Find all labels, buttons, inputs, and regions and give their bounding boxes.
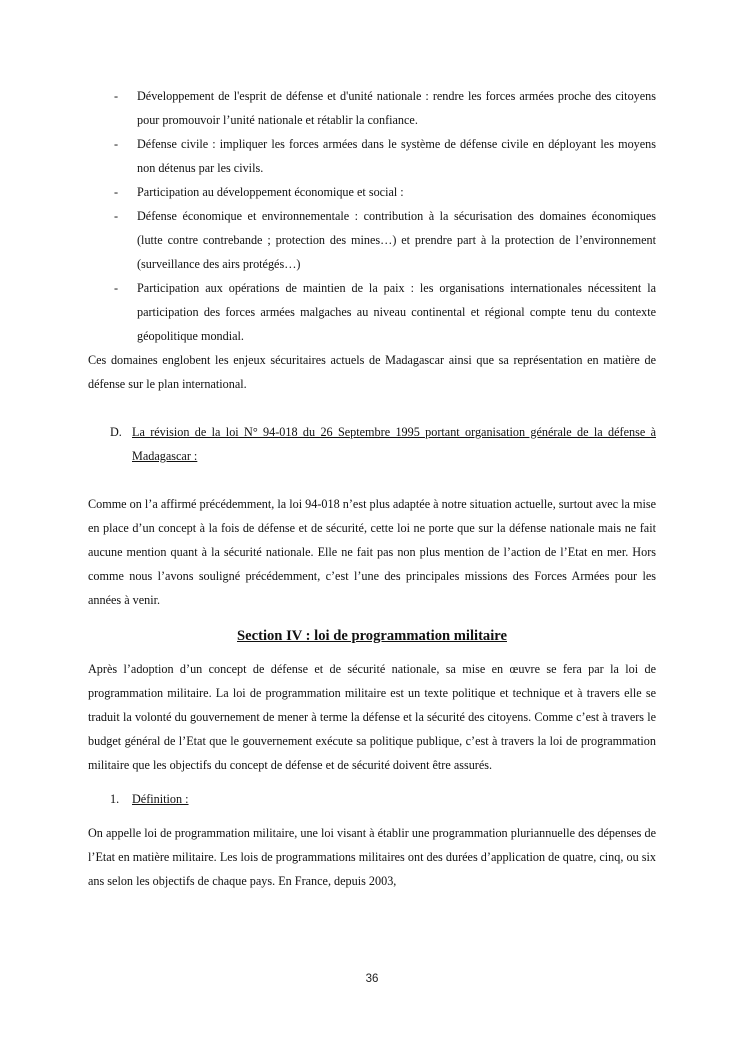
subsection-heading-d	[88, 420, 656, 468]
bullet-text: Participation aux opérations de maintien de la paix : les organisations internationales nécessitent la participation des forces armées malgaches au niveau continental et régional compte tenu du contexte géopolitique mondial.	[137, 281, 656, 343]
bullet-dash: -	[114, 137, 119, 151]
paragraph-domains: Ces domaines englobent les enjeux sécuritaires actuels de Madagascar ainsi que sa représentation en matière de défense sur le plan international.	[88, 353, 656, 391]
bullet-text: Défense économique et environnementale : contribution à la sécurisation des domaines économiques (lutte contre contrebande ; protection des mines…) et prendre part à la protection de l’environnement (surveillance des airs protégés…)	[137, 209, 656, 271]
numbered-heading-text: Définition :	[132, 792, 189, 806]
section-title: Section IV : loi de programmation militaire	[237, 628, 507, 644]
heading-marker: D.	[110, 425, 122, 439]
paragraph-section-intro: Après l’adoption d’un concept de défense et de sécurité nationale, sa mise en œuvre se fera par la loi de programmation militaire. La loi de programmation militaire est un texte politique et technique et à travers elle se traduit la volonté du gouvernement de mener à terme la défense et la sécurité des citoyens. Comme c’est à travers le budget général de l’Etat que le gouvernement exécute sa politique publique, c’est à travers la loi de programmation militaire que les objectifs du concept de défense et de sécurité doivent être assurés.	[88, 662, 656, 772]
bullet-item	[88, 204, 656, 276]
numbered-marker: 1.	[110, 792, 120, 806]
numbered-heading-definition	[88, 787, 656, 811]
bullet-list	[88, 84, 656, 348]
page-number: 36	[365, 973, 379, 985]
bullet-item	[88, 276, 656, 348]
bullet-text: Développement de l'esprit de défense et d'unité nationale : rendre les forces armées proche des citoyens pour promouvoir l’unité nationale et rétablir la confiance.	[137, 89, 656, 127]
bullet-item	[88, 132, 656, 180]
heading-text: La révision de la loi N° 94-018 du 26 Septembre 1995 portant organisation générale de la défense à Madagascar :	[132, 425, 656, 463]
bullet-dash: -	[114, 89, 119, 103]
bullet-text: Défense civile : impliquer les forces armées dans le système de défense civile en déployant les moyens non détenus par les civils.	[137, 137, 656, 175]
paragraph-revision: Comme on l’a affirmé précédemment, la loi 94-018 n’est plus adaptée à notre situation actuelle, surtout avec la mise en place d’un concept à la fois de défense et de sécurité, cette loi ne porte que sur la défense nationale mais ne fait aucune mention quant à la sécurité nationale. Elle ne fait pas non plus mention de l’action de l’Etat en mer. Hors comme nous l’avons souligné précédemment, c’est l’une des principales missions des Forces Armées pour les années à venir.	[88, 497, 656, 607]
page-content	[88, 84, 656, 893]
paragraph-definition: On appelle loi de programmation militaire, une loi visant à établir une programmation pluriannuelle des dépenses de l’Etat en matière militaire. Les lois de programmations militaires ont des durées d’application de quatre, cinq, ou six ans selon les objectifs de chaque pays. En France, depuis 2003,	[88, 826, 656, 888]
bullet-dash: -	[114, 185, 119, 199]
bullet-dash: -	[114, 209, 119, 223]
bullet-text: Participation au développement économique et social :	[137, 185, 404, 199]
bullet-dash: -	[114, 281, 119, 295]
bullet-item	[88, 180, 656, 204]
bullet-item	[88, 84, 656, 132]
